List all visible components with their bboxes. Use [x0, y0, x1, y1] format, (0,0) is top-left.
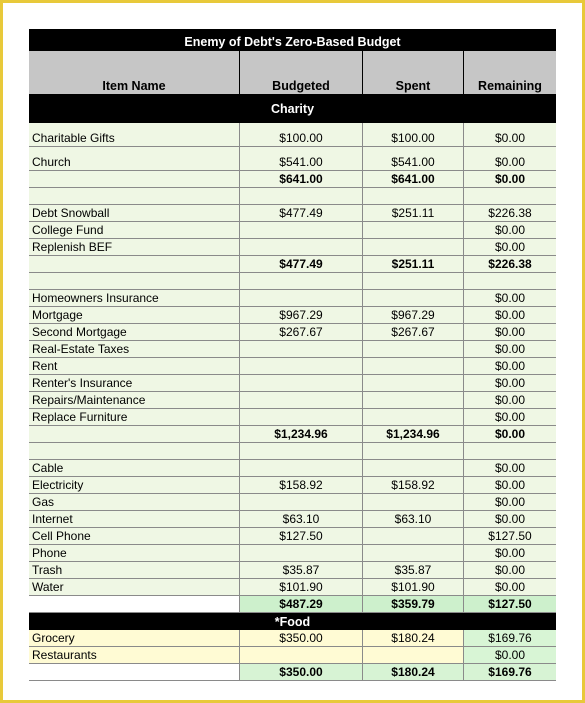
- cell-spent[interactable]: $641.00: [363, 171, 464, 188]
- cell-name[interactable]: [29, 664, 240, 681]
- cell-remaining[interactable]: $0.00: [464, 511, 556, 528]
- table-row: [29, 123, 556, 147]
- cell-name[interactable]: College Fund: [29, 222, 240, 239]
- cell-remaining[interactable]: $0.00: [464, 171, 556, 188]
- cell-name[interactable]: Replenish BEF: [29, 239, 240, 256]
- cell-budgeted[interactable]: $127.50: [240, 528, 363, 545]
- cell-budgeted[interactable]: $641.00: [240, 171, 363, 188]
- cell-budgeted[interactable]: [240, 341, 363, 358]
- cell-budgeted[interactable]: $487.29: [240, 596, 363, 613]
- subtotal-row: [29, 596, 556, 613]
- cell-spent[interactable]: [363, 460, 464, 477]
- cell-spent[interactable]: [363, 494, 464, 511]
- cell-name[interactable]: Charitable Gifts: [29, 123, 240, 147]
- category-band: [29, 613, 556, 630]
- cell-budgeted[interactable]: $477.49: [240, 205, 363, 222]
- cell-remaining[interactable]: $0.00: [464, 307, 556, 324]
- cell-remaining[interactable]: $127.50: [464, 596, 556, 613]
- column-header-budgeted[interactable]: Budgeted: [240, 51, 363, 94]
- cell-name[interactable]: Electricity: [29, 477, 240, 494]
- budget-sheet: [29, 29, 556, 680]
- cell-name[interactable]: Trash: [29, 562, 240, 579]
- table-row: [29, 222, 556, 239]
- cell-remaining[interactable]: $0.00: [464, 477, 556, 494]
- cell-budgeted[interactable]: [240, 409, 363, 426]
- table-row: [29, 205, 556, 222]
- cell-budgeted[interactable]: [240, 188, 363, 205]
- cell-remaining[interactable]: [464, 273, 556, 290]
- cell-remaining[interactable]: [464, 188, 556, 205]
- cell-spent[interactable]: [363, 545, 464, 562]
- cell-name[interactable]: Phone: [29, 545, 240, 562]
- table-row: [29, 147, 556, 171]
- cell-remaining[interactable]: $127.50: [464, 528, 556, 545]
- cell-name[interactable]: [29, 256, 240, 273]
- cell-remaining[interactable]: [464, 443, 556, 460]
- table-row: [29, 579, 556, 596]
- cell-name[interactable]: Grocery: [29, 630, 240, 647]
- table-row: [29, 341, 556, 358]
- cell-spent[interactable]: $251.11: [363, 256, 464, 273]
- cell-remaining[interactable]: $0.00: [464, 123, 556, 147]
- cell-budgeted[interactable]: [240, 273, 363, 290]
- cell-budgeted[interactable]: [240, 290, 363, 307]
- cell-remaining[interactable]: $0.00: [464, 579, 556, 596]
- cell-spent[interactable]: [363, 358, 464, 375]
- cell-budgeted[interactable]: [240, 375, 363, 392]
- cell-name[interactable]: Water: [29, 579, 240, 596]
- cell-spent[interactable]: [363, 443, 464, 460]
- cell-remaining[interactable]: $0.00: [464, 647, 556, 664]
- cell-name[interactable]: [29, 596, 240, 613]
- table-row: [29, 477, 556, 494]
- cell-remaining[interactable]: $0.00: [464, 426, 556, 443]
- cell-spent[interactable]: $967.29: [363, 307, 464, 324]
- cell-budgeted[interactable]: $350.00: [240, 664, 363, 681]
- cell-remaining[interactable]: $169.76: [464, 664, 556, 681]
- table-row: [29, 375, 556, 392]
- cell-name[interactable]: Renter's Insurance: [29, 375, 240, 392]
- cell-name[interactable]: Mortgage: [29, 307, 240, 324]
- cell-budgeted[interactable]: $35.87: [240, 562, 363, 579]
- cell-remaining[interactable]: $0.00: [464, 409, 556, 426]
- subtotal-row: [29, 256, 556, 273]
- category-band: [29, 94, 556, 123]
- cell-budgeted[interactable]: $541.00: [240, 147, 363, 171]
- cell-remaining[interactable]: $0.00: [464, 392, 556, 409]
- cell-spent[interactable]: [363, 409, 464, 426]
- table-row: [29, 307, 556, 324]
- spacer-row: [29, 443, 556, 460]
- cell-budgeted[interactable]: [240, 222, 363, 239]
- cell-spent[interactable]: $1,234.96: [363, 426, 464, 443]
- cell-spent[interactable]: [363, 647, 464, 664]
- cell-budgeted[interactable]: [240, 647, 363, 664]
- subtotal-row: [29, 171, 556, 188]
- cell-name[interactable]: Rent: [29, 358, 240, 375]
- cell-remaining[interactable]: $0.00: [464, 341, 556, 358]
- cell-remaining[interactable]: $0.00: [464, 562, 556, 579]
- table-row: [29, 528, 556, 545]
- cell-budgeted[interactable]: $100.00: [240, 123, 363, 147]
- cell-remaining[interactable]: $0.00: [464, 222, 556, 239]
- table-row: [29, 494, 556, 511]
- cell-name[interactable]: Internet: [29, 511, 240, 528]
- column-header-spent[interactable]: Spent: [363, 51, 464, 94]
- cell-remaining[interactable]: $0.00: [464, 545, 556, 562]
- cell-name[interactable]: [29, 273, 240, 290]
- cell-spent[interactable]: $101.90: [363, 579, 464, 596]
- column-header-item-name[interactable]: Item Name: [29, 51, 240, 94]
- cell-spent[interactable]: $267.67: [363, 324, 464, 341]
- cell-budgeted[interactable]: [240, 239, 363, 256]
- cell-remaining[interactable]: $169.76: [464, 630, 556, 647]
- table-row: [29, 562, 556, 579]
- cell-name[interactable]: Second Mortgage: [29, 324, 240, 341]
- cell-name[interactable]: Gas: [29, 494, 240, 511]
- spacer-row: [29, 188, 556, 205]
- cell-name[interactable]: Cable: [29, 460, 240, 477]
- cell-budgeted[interactable]: [240, 392, 363, 409]
- cell-name[interactable]: Cell Phone: [29, 528, 240, 545]
- table-row: [29, 290, 556, 307]
- cell-budgeted[interactable]: $477.49: [240, 256, 363, 273]
- cell-spent[interactable]: $158.92: [363, 477, 464, 494]
- cell-name[interactable]: [29, 426, 240, 443]
- cell-budgeted[interactable]: [240, 494, 363, 511]
- cell-budgeted[interactable]: $1,234.96: [240, 426, 363, 443]
- cell-spent[interactable]: [363, 341, 464, 358]
- cell-remaining[interactable]: $0.00: [464, 290, 556, 307]
- cell-budgeted[interactable]: [240, 545, 363, 562]
- sheet-title: Enemy of Debt's Zero-Based Budget: [184, 35, 401, 49]
- cell-budgeted[interactable]: $63.10: [240, 511, 363, 528]
- cell-budgeted[interactable]: $967.29: [240, 307, 363, 324]
- table-row: [29, 392, 556, 409]
- cell-budgeted[interactable]: [240, 443, 363, 460]
- spacer-row: [29, 273, 556, 290]
- cell-name[interactable]: Homeowners Insurance: [29, 290, 240, 307]
- table-row: [29, 630, 556, 647]
- cell-name[interactable]: Replace Furniture: [29, 409, 240, 426]
- cell-budgeted[interactable]: $101.90: [240, 579, 363, 596]
- table-row: [29, 358, 556, 375]
- cell-name[interactable]: [29, 171, 240, 188]
- table-row: [29, 324, 556, 341]
- subtotal-row: [29, 426, 556, 443]
- cell-spent[interactable]: $180.24: [363, 630, 464, 647]
- cell-spent[interactable]: $541.00: [363, 147, 464, 171]
- cell-spent[interactable]: $35.87: [363, 562, 464, 579]
- cell-name[interactable]: Repairs/Maintenance: [29, 392, 240, 409]
- cell-spent[interactable]: $100.00: [363, 123, 464, 147]
- cell-name[interactable]: [29, 188, 240, 205]
- cell-name[interactable]: Church: [29, 147, 240, 171]
- cell-spent[interactable]: [363, 290, 464, 307]
- cell-spent[interactable]: $63.10: [363, 511, 464, 528]
- cell-name[interactable]: Real-Estate Taxes: [29, 341, 240, 358]
- table-row: [29, 511, 556, 528]
- cell-spent[interactable]: $180.24: [363, 664, 464, 681]
- cell-name[interactable]: Restaurants: [29, 647, 240, 664]
- cell-remaining[interactable]: $0.00: [464, 147, 556, 171]
- cell-remaining[interactable]: $0.00: [464, 494, 556, 511]
- cell-remaining[interactable]: $0.00: [464, 324, 556, 341]
- table-row: [29, 460, 556, 477]
- cell-spent[interactable]: [363, 222, 464, 239]
- cell-remaining[interactable]: $226.38: [464, 256, 556, 273]
- cell-budgeted[interactable]: $158.92: [240, 477, 363, 494]
- table-row: [29, 647, 556, 664]
- cell-remaining[interactable]: $0.00: [464, 375, 556, 392]
- cell-spent[interactable]: [363, 392, 464, 409]
- table-row: [29, 545, 556, 562]
- category-label: Charity: [270, 101, 315, 116]
- cell-spent[interactable]: $251.11: [363, 205, 464, 222]
- cell-spent[interactable]: [363, 239, 464, 256]
- cell-name[interactable]: [29, 443, 240, 460]
- cell-remaining[interactable]: $0.00: [464, 460, 556, 477]
- table-row: [29, 239, 556, 256]
- column-header-remaining[interactable]: Remaining: [464, 51, 556, 94]
- cell-spent[interactable]: [363, 188, 464, 205]
- category-label: *Food: [274, 614, 311, 629]
- cell-remaining[interactable]: $226.38: [464, 205, 556, 222]
- subtotal-row: [29, 664, 556, 681]
- table-row: [29, 409, 556, 426]
- column-header-row: [29, 51, 556, 94]
- cell-remaining[interactable]: $0.00: [464, 358, 556, 375]
- cell-budgeted[interactable]: $267.67: [240, 324, 363, 341]
- cell-spent[interactable]: $359.79: [363, 596, 464, 613]
- cell-name[interactable]: Debt Snowball: [29, 205, 240, 222]
- cell-budgeted[interactable]: [240, 460, 363, 477]
- cell-spent[interactable]: [363, 528, 464, 545]
- cell-spent[interactable]: [363, 273, 464, 290]
- budget-rows: [29, 94, 556, 681]
- cell-remaining[interactable]: $0.00: [464, 239, 556, 256]
- cell-budgeted[interactable]: [240, 358, 363, 375]
- cell-budgeted[interactable]: $350.00: [240, 630, 363, 647]
- cell-spent[interactable]: [363, 375, 464, 392]
